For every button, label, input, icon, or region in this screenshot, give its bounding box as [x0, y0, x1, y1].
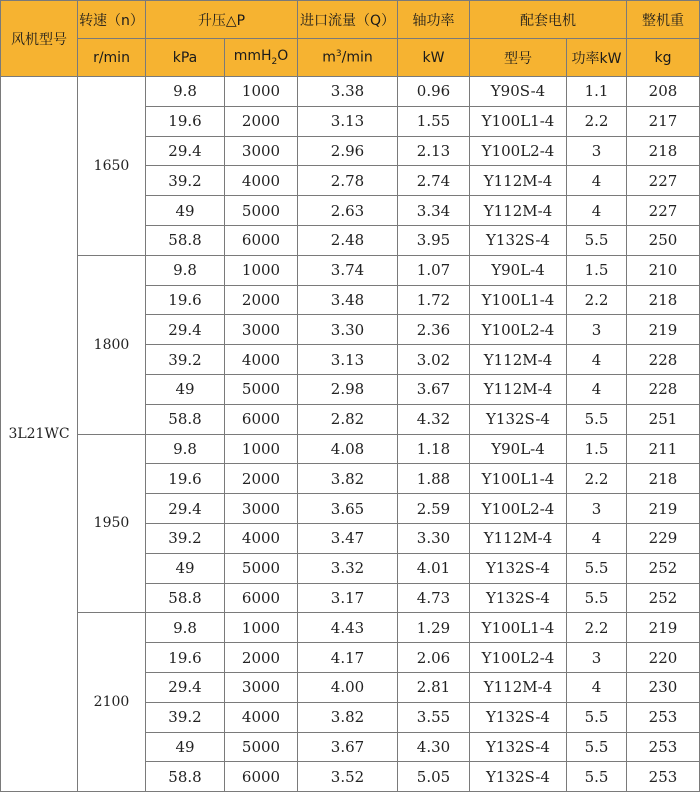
shaft-power-cell: 2.59 [398, 494, 470, 524]
motor-power-cell: 4 [567, 345, 627, 375]
flow-cell: 2.96 [298, 136, 398, 166]
pressure-kpa-cell: 58.8 [146, 762, 225, 792]
motor-power-cell: 3 [567, 136, 627, 166]
speed-cell: 1800 [78, 255, 146, 434]
flow-cell: 3.13 [298, 345, 398, 375]
weight-cell: 227 [627, 166, 700, 196]
pressure-kpa-cell: 9.8 [146, 77, 225, 107]
motor-model-cell: Y112M-4 [470, 166, 567, 196]
shaft-power-cell: 1.55 [398, 106, 470, 136]
header-motor-model: 型号 [470, 39, 567, 77]
shaft-power-cell: 3.30 [398, 523, 470, 553]
motor-model-cell: Y132S-4 [470, 583, 567, 613]
pressure-kpa-cell: 19.6 [146, 106, 225, 136]
shaft-power-cell: 5.05 [398, 762, 470, 792]
pressure-kpa-cell: 19.6 [146, 643, 225, 673]
flow-cell: 3.47 [298, 523, 398, 553]
unit-mmh2o: mmH$_2$O [225, 39, 298, 77]
pressure-mmh2o-cell: 3000 [225, 315, 298, 345]
weight-cell: 228 [627, 345, 700, 375]
shaft-power-cell: 4.01 [398, 553, 470, 583]
weight-cell: 252 [627, 553, 700, 583]
pressure-kpa-cell: 39.2 [146, 166, 225, 196]
pressure-kpa-cell: 19.6 [146, 285, 225, 315]
pressure-mmh2o-cell: 3000 [225, 672, 298, 702]
shaft-power-cell: 4.73 [398, 583, 470, 613]
motor-model-cell: Y112M-4 [470, 345, 567, 375]
unit-speed: r/min [78, 39, 146, 77]
flow-cell: 3.17 [298, 583, 398, 613]
table-row [1, 613, 700, 643]
weight-cell: 218 [627, 136, 700, 166]
shaft-power-cell: 3.67 [398, 374, 470, 404]
motor-model-cell: Y100L1-4 [470, 285, 567, 315]
weight-cell: 253 [627, 702, 700, 732]
shaft-power-cell: 2.13 [398, 136, 470, 166]
motor-power-cell: 4 [567, 672, 627, 702]
motor-model-cell: Y112M-4 [470, 523, 567, 553]
motor-power-cell: 5.5 [567, 732, 627, 762]
motor-power-cell: 5.5 [567, 762, 627, 792]
flow-cell: 3.38 [298, 77, 398, 107]
motor-power-cell: 3 [567, 315, 627, 345]
shaft-power-cell: 1.88 [398, 464, 470, 494]
model-name-cell: 3L21WC [1, 77, 78, 792]
pressure-mmh2o-cell: 4000 [225, 702, 298, 732]
motor-power-cell: 2.2 [567, 106, 627, 136]
motor-model-cell: Y112M-4 [470, 672, 567, 702]
pressure-mmh2o-cell: 3000 [225, 136, 298, 166]
motor-model-cell: Y132S-4 [470, 702, 567, 732]
shaft-power-cell: 4.32 [398, 404, 470, 434]
unit-weight: kg [627, 39, 700, 77]
pressure-kpa-cell: 58.8 [146, 225, 225, 255]
header-motor-power: 功率kW [567, 39, 627, 77]
motor-power-cell: 5.5 [567, 225, 627, 255]
flow-cell: 2.82 [298, 404, 398, 434]
pressure-kpa-cell: 29.4 [146, 315, 225, 345]
motor-power-cell: 5.5 [567, 702, 627, 732]
flow-cell: 3.48 [298, 285, 398, 315]
pressure-mmh2o-cell: 2000 [225, 464, 298, 494]
motor-power-cell: 5.5 [567, 553, 627, 583]
pressure-kpa-cell: 49 [146, 732, 225, 762]
pressure-kpa-cell: 39.2 [146, 523, 225, 553]
weight-cell: 253 [627, 732, 700, 762]
motor-power-cell: 4 [567, 196, 627, 226]
weight-cell: 211 [627, 434, 700, 464]
motor-model-cell: Y112M-4 [470, 196, 567, 226]
header-model: 风机型号 [1, 1, 78, 77]
pressure-mmh2o-cell: 2000 [225, 106, 298, 136]
motor-model-cell: Y90S-4 [470, 77, 567, 107]
motor-model-cell: Y100L1-4 [470, 464, 567, 494]
pressure-kpa-cell: 9.8 [146, 255, 225, 285]
weight-cell: 220 [627, 643, 700, 673]
header-motor: 配套电机 [470, 1, 627, 39]
pressure-kpa-cell: 39.2 [146, 345, 225, 375]
motor-model-cell: Y132S-4 [470, 762, 567, 792]
pressure-kpa-cell: 49 [146, 553, 225, 583]
flow-cell: 4.08 [298, 434, 398, 464]
flow-cell: 4.43 [298, 613, 398, 643]
header-weight: 整机重 [627, 1, 700, 39]
pressure-mmh2o-cell: 4000 [225, 345, 298, 375]
motor-power-cell: 2.2 [567, 613, 627, 643]
motor-power-cell: 1.1 [567, 77, 627, 107]
speed-cell: 1950 [78, 434, 146, 613]
table-body [1, 77, 700, 792]
pressure-mmh2o-cell: 6000 [225, 404, 298, 434]
weight-cell: 210 [627, 255, 700, 285]
table-row [1, 77, 700, 107]
weight-cell: 219 [627, 494, 700, 524]
pressure-mmh2o-cell: 5000 [225, 196, 298, 226]
flow-cell: 2.78 [298, 166, 398, 196]
pressure-mmh2o-cell: 6000 [225, 583, 298, 613]
shaft-power-cell: 1.29 [398, 613, 470, 643]
motor-power-cell: 5.5 [567, 404, 627, 434]
pressure-mmh2o-cell: 1000 [225, 77, 298, 107]
flow-cell: 3.74 [298, 255, 398, 285]
flow-cell: 3.82 [298, 702, 398, 732]
flow-cell: 2.48 [298, 225, 398, 255]
pressure-mmh2o-cell: 1000 [225, 613, 298, 643]
motor-power-cell: 4 [567, 166, 627, 196]
pressure-mmh2o-cell: 5000 [225, 553, 298, 583]
weight-cell: 217 [627, 106, 700, 136]
motor-model-cell: Y100L1-4 [470, 613, 567, 643]
unit-shaft-power: kW [398, 39, 470, 77]
flow-cell: 2.98 [298, 374, 398, 404]
motor-power-cell: 3 [567, 494, 627, 524]
flow-cell: 3.30 [298, 315, 398, 345]
table-row [1, 255, 700, 285]
motor-power-cell: 1.5 [567, 255, 627, 285]
speed-cell: 1650 [78, 77, 146, 256]
shaft-power-cell: 1.72 [398, 285, 470, 315]
weight-cell: 208 [627, 77, 700, 107]
header-speed: 转速（n） [78, 1, 146, 39]
pressure-kpa-cell: 49 [146, 374, 225, 404]
motor-model-cell: Y100L2-4 [470, 136, 567, 166]
weight-cell: 229 [627, 523, 700, 553]
motor-power-cell: 1.5 [567, 434, 627, 464]
pressure-mmh2o-cell: 4000 [225, 166, 298, 196]
weight-cell: 228 [627, 374, 700, 404]
motor-model-cell: Y100L2-4 [470, 494, 567, 524]
shaft-power-cell: 2.36 [398, 315, 470, 345]
pressure-mmh2o-cell: 3000 [225, 494, 298, 524]
flow-cell: 3.52 [298, 762, 398, 792]
motor-model-cell: Y100L2-4 [470, 643, 567, 673]
shaft-power-cell: 1.18 [398, 434, 470, 464]
motor-model-cell: Y90L-4 [470, 255, 567, 285]
pressure-kpa-cell: 9.8 [146, 613, 225, 643]
pressure-mmh2o-cell: 6000 [225, 225, 298, 255]
shaft-power-cell: 1.07 [398, 255, 470, 285]
header-row-top [1, 1, 700, 39]
pressure-kpa-cell: 49 [146, 196, 225, 226]
motor-power-cell: 2.2 [567, 464, 627, 494]
pressure-kpa-cell: 19.6 [146, 464, 225, 494]
flow-cell: 3.13 [298, 106, 398, 136]
pressure-kpa-cell: 9.8 [146, 434, 225, 464]
header-pressure: 升压△P [146, 1, 298, 39]
unit-kpa: kPa [146, 39, 225, 77]
weight-cell: 219 [627, 613, 700, 643]
pressure-kpa-cell: 39.2 [146, 702, 225, 732]
shaft-power-cell: 2.06 [398, 643, 470, 673]
header-row-units [1, 39, 700, 77]
motor-model-cell: Y90L-4 [470, 434, 567, 464]
weight-cell: 218 [627, 464, 700, 494]
pressure-mmh2o-cell: 1000 [225, 255, 298, 285]
pressure-mmh2o-cell: 6000 [225, 762, 298, 792]
motor-power-cell: 3 [567, 643, 627, 673]
motor-model-cell: Y100L1-4 [470, 106, 567, 136]
pressure-kpa-cell: 29.4 [146, 136, 225, 166]
weight-cell: 219 [627, 315, 700, 345]
weight-cell: 250 [627, 225, 700, 255]
shaft-power-cell: 4.30 [398, 732, 470, 762]
pressure-kpa-cell: 58.8 [146, 583, 225, 613]
flow-cell: 2.63 [298, 196, 398, 226]
motor-model-cell: Y132S-4 [470, 404, 567, 434]
shaft-power-cell: 3.95 [398, 225, 470, 255]
shaft-power-cell: 2.74 [398, 166, 470, 196]
motor-model-cell: Y132S-4 [470, 553, 567, 583]
weight-cell: 251 [627, 404, 700, 434]
flow-cell: 3.82 [298, 464, 398, 494]
flow-cell: 3.67 [298, 732, 398, 762]
speed-cell: 2100 [78, 613, 146, 792]
motor-power-cell: 4 [567, 523, 627, 553]
pressure-kpa-cell: 58.8 [146, 404, 225, 434]
flow-cell: 3.65 [298, 494, 398, 524]
weight-cell: 230 [627, 672, 700, 702]
shaft-power-cell: 3.55 [398, 702, 470, 732]
motor-model-cell: Y112M-4 [470, 374, 567, 404]
motor-power-cell: 5.5 [567, 583, 627, 613]
shaft-power-cell: 0.96 [398, 77, 470, 107]
weight-cell: 227 [627, 196, 700, 226]
pressure-mmh2o-cell: 1000 [225, 434, 298, 464]
flow-cell: 3.32 [298, 553, 398, 583]
shaft-power-cell: 2.81 [398, 672, 470, 702]
pressure-mmh2o-cell: 4000 [225, 523, 298, 553]
shaft-power-cell: 3.34 [398, 196, 470, 226]
header-shaft-power: 轴功率 [398, 1, 470, 39]
unit-flow: $m^3/\min$ [298, 39, 398, 77]
pressure-kpa-cell: 29.4 [146, 494, 225, 524]
flow-cell: 4.00 [298, 672, 398, 702]
motor-model-cell: Y132S-4 [470, 732, 567, 762]
motor-model-cell: Y132S-4 [470, 225, 567, 255]
weight-cell: 218 [627, 285, 700, 315]
motor-model-cell: Y100L2-4 [470, 315, 567, 345]
header-flow: 进口流量（Q） [298, 1, 398, 39]
motor-power-cell: 2.2 [567, 285, 627, 315]
shaft-power-cell: 3.02 [398, 345, 470, 375]
weight-cell: 252 [627, 583, 700, 613]
pressure-mmh2o-cell: 5000 [225, 374, 298, 404]
flow-cell: 4.17 [298, 643, 398, 673]
pressure-mmh2o-cell: 2000 [225, 285, 298, 315]
motor-power-cell: 4 [567, 374, 627, 404]
pressure-kpa-cell: 29.4 [146, 672, 225, 702]
weight-cell: 253 [627, 762, 700, 792]
pressure-mmh2o-cell: 5000 [225, 732, 298, 762]
pressure-mmh2o-cell: 2000 [225, 643, 298, 673]
table-row [1, 434, 700, 464]
